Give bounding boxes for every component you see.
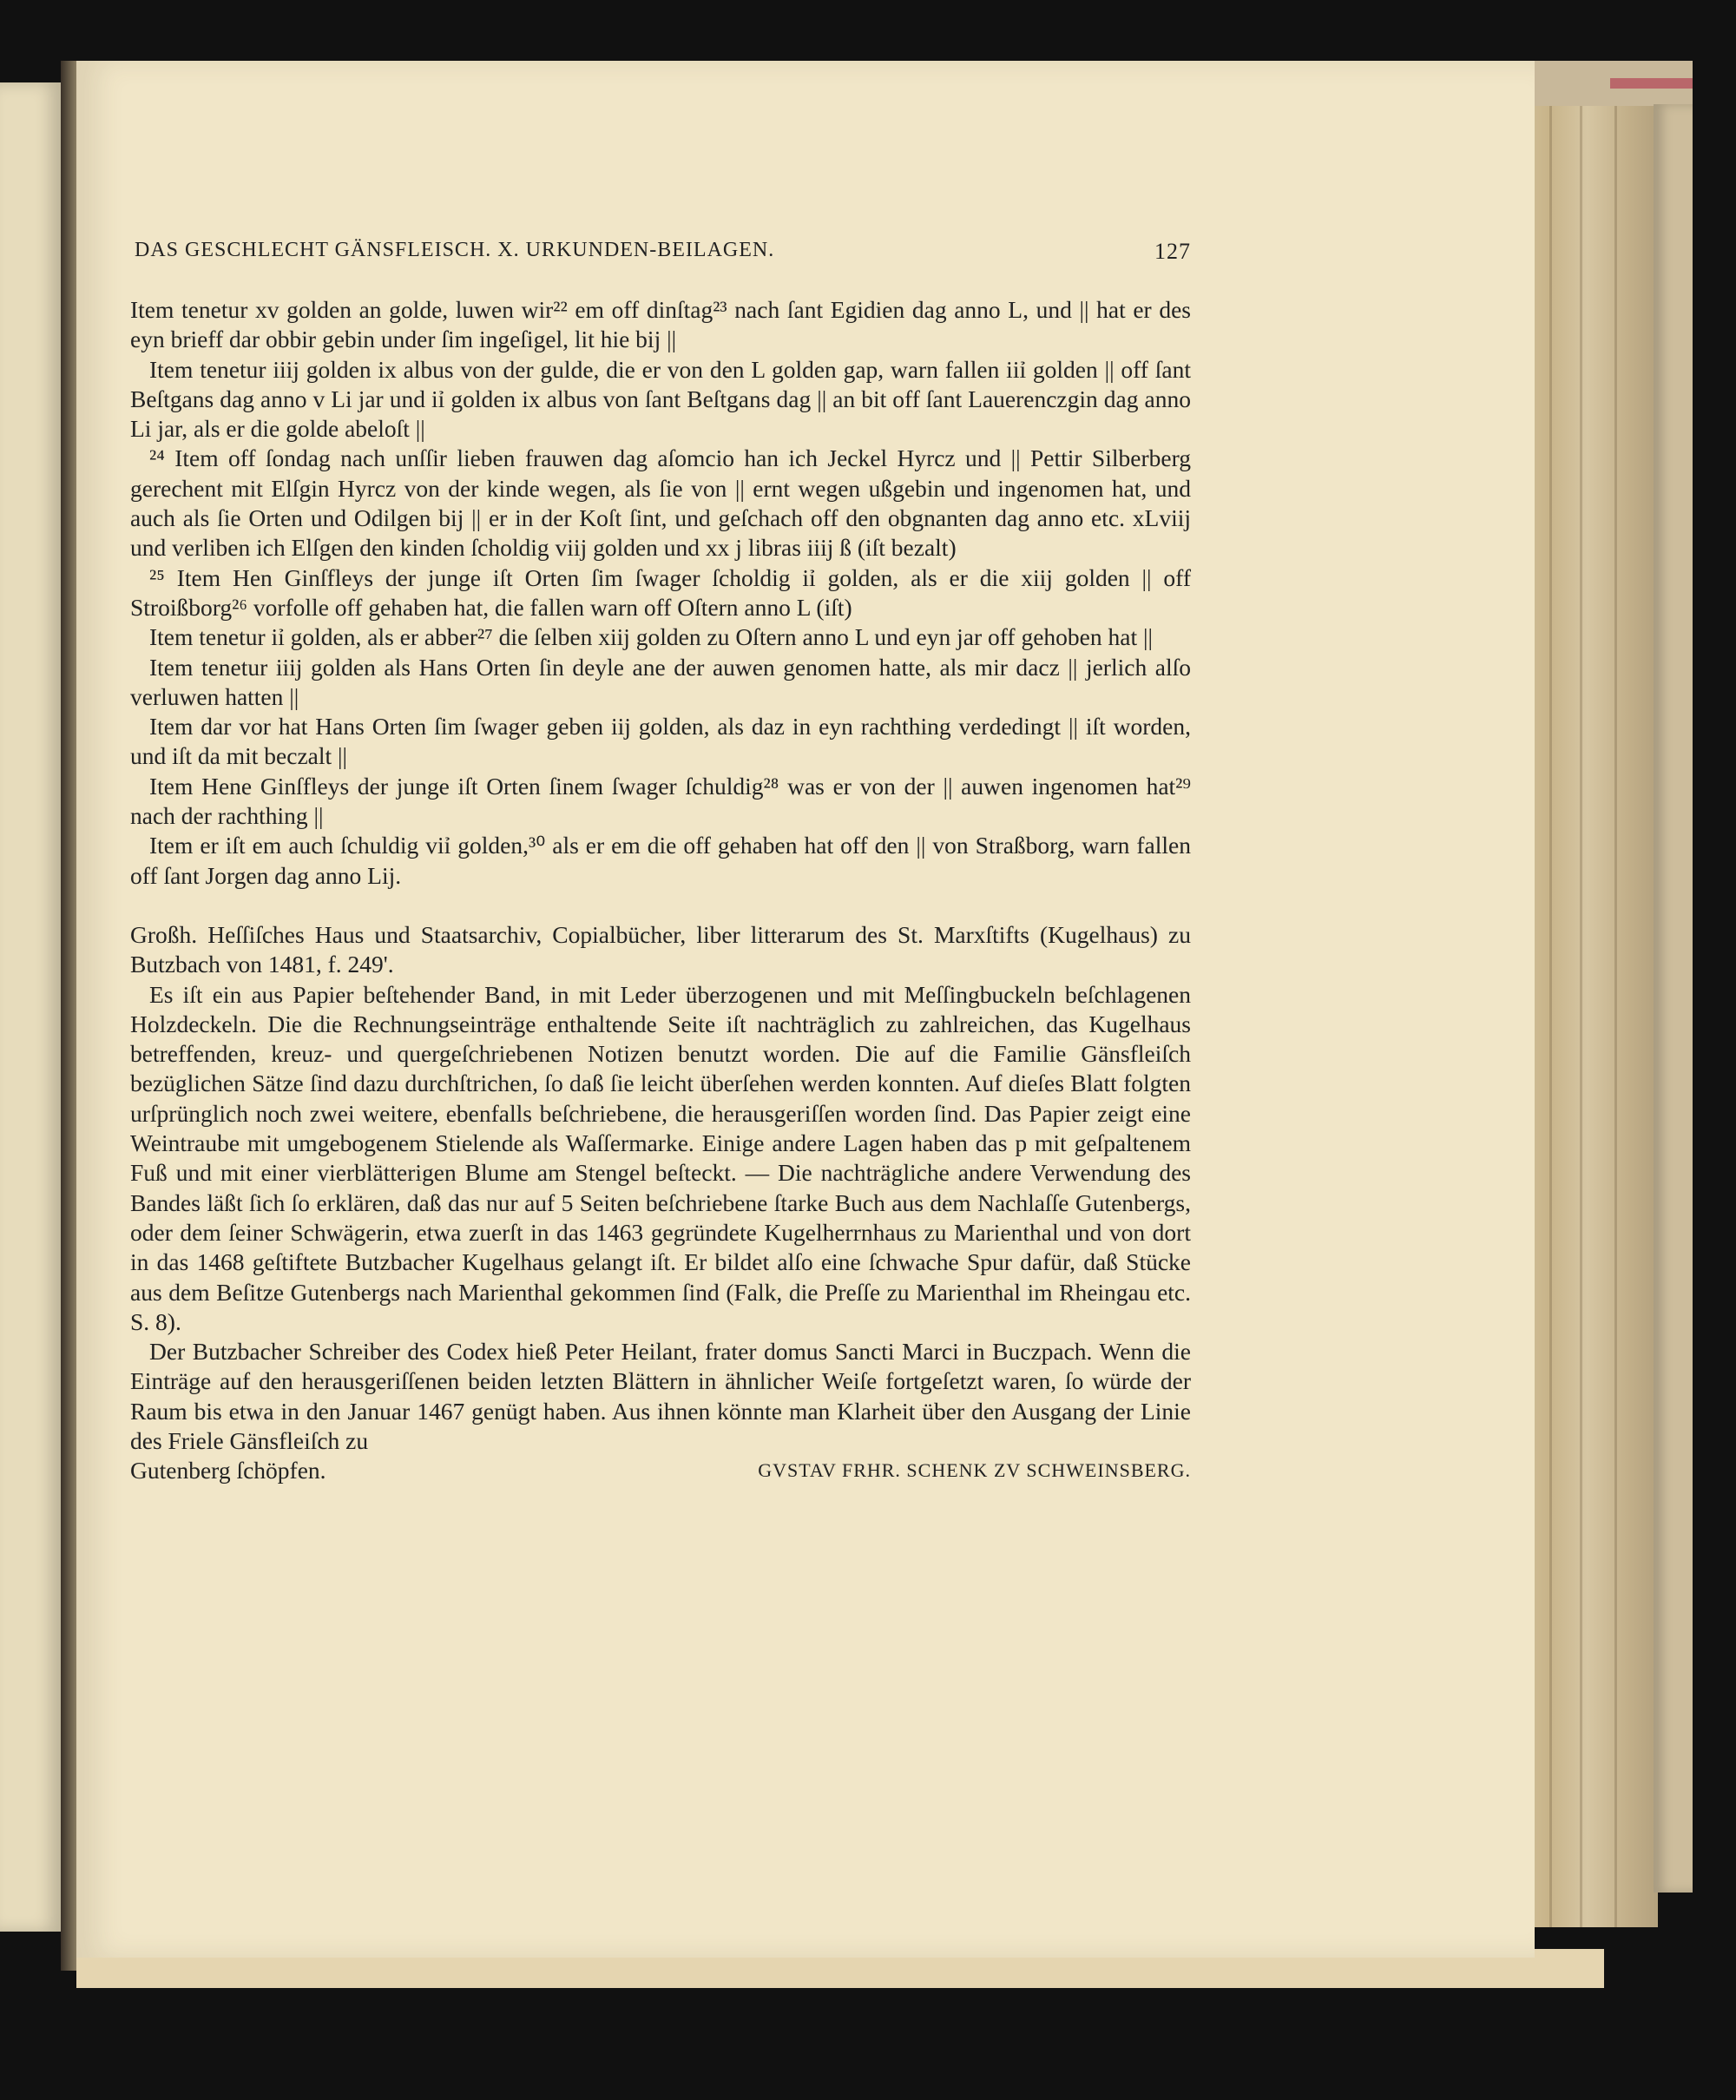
page-number: 127 [1154,239,1191,264]
entry-paragraph: Item tenetur iiij golden ix albus von der gulde, die er von den L golden gap, warn fallen iiỉ golden || off ſant Beſtgans dag anno v Li jar und iỉ golden ix albus von ſant Beſtgans dag || an bit off ſant Lauerenczgin dag anno Li jar, als er die golde abeloſt || [130,355,1191,443]
entry-paragraph: ²⁴ Item off ſondag nach unſſir lieben frauwen dag aſomcio han ich Jeckel Hyrcz und || Pettir Silberberg gerechent mit Elſgin Hyrcz von der kinde wegen, als ſie von || ernt wegen ußgebin und ingenomen hat, und auch als ſie Orten und Odilgen bij || er in der Koſt ſint, und geſchach off den obgnanten dag anno etc. xLviij und verliben ich Elſgen den kinden ſcholdig viij golden und xx j libras iiij ß (iſt bezalt) [130,444,1191,562]
body-text [130,295,1191,1486]
commentary-paragraph: Der Butzbacher Schreiber des Codex hieß Peter Heilant, frater domus Sancti Marci in Buczpach. Wenn die Einträge auf den herausgeriſſenen beiden letzten Blättern in ähnlicher Weiſe fortgeſetzt waren, ſo würde der Raum bis etwa in den Januar 1467 genügt haben. Aus ihnen könnte man Klarheit über den Ausgang der Linie des Friele Gänsfleiſch zu [130,1338,1191,1454]
spine-stripe [1610,78,1693,89]
final-line: Gutenberg ſchöpfen. [130,1457,326,1484]
entry-paragraph: Item tenetur xv golden an golde, luwen wir²² em off dinſtag²³ nach ſant Egidien dag anno L, und || hat er des eyn brieff dar obbir gebin under ſim ingeſigel, lit hie bij || [130,296,1191,353]
commentary-paragraph: Es iſt ein aus Papier beſtehender Band, in mit Leder überzogenen und mit Meſſingbuckeln beſchlagenen Holzdeckeln. Die die Rechnungseinträge enthaltende Seite iſt nachträglich zu zahlreichen, das Kugelhaus betreffenden, kreuz- und quergeſchriebenen Notizen benutzt worden. Die auf die Familie Gänsfleiſch bezüglichen Sätze ſind dazu durchſtrichen, ſo daß ſie leicht überſehen werden konnten. Auf dieſes Blatt folgten urſprünglich noch zwei weitere, ebenfalls beſchriebene, die herausgeriſſen worden ſind. Das Papier zeigt eine Weintraube mit umgebogenem Stielende als Waſſermarke. Einige andere Lagen haben das p mit geſpaltenem Fuß und mit einer vierblätterigen Blume am Stengel beſteckt. — Die nachträgliche andere Verwendung des Bandes läßt ſich ſo erklären, daß das nur auf 5 Seiten beſchriebene ſtarke Buch aus dem Nachlaſſe Gutenbergs, oder dem ſeiner Schwägerin, etwa zuerſt in das 1463 gegründete Kugelherrnhaus zu Marienthal und von dort in das 1468 geſtiftete Butzbacher Kugelhaus gelangt iſt. Er bildet alſo eine ſchwache Spur dafür, daß Stücke aus dem Beſitze Gutenbergs nach Marienthal gekommen ſind (Falk, die Preſſe zu Marienthal im Rheingau etc. S. 8). [130,980,1191,1335]
entry-paragraph: ²⁵ Item Hen Ginſfleys der junge iſt Orten ſim ſwager ſcholdig iỉ golden, als er die xiij golden || off Stroißborg²⁶ vorfolle off gehaben hat, die fallen warn off Oſtern anno L (iſt) [130,563,1191,621]
running-head-title: DAS GESCHLECHT GÄNSFLEISCH. X. URKUNDEN-BEILAGEN. [135,239,775,261]
running-head [130,180,1191,264]
entry-paragraph: Item er iſt em auch ſchuldig viỉ golden,³⁰ als er em die off gehaben hat off den || von Straßborg, warn fallen off ſant Jorgen dag anno Lij. [130,832,1191,889]
entry-paragraph: Item dar vor hat Hans Orten ſim ſwager geben iij golden, als daz in eyn rachthing verdedingt || iſt worden, und iſt da mit beczalt || [130,713,1191,770]
author-signature: GVSTAV FRHR. SCHENK ZV SCHWEINSBERG. [758,1459,1191,1482]
entry-paragraph: Item tenetur iỉ golden, als er abber²⁷ die ſelben xiij golden zu Oſtern anno L und eyn jar off gehoben hat || [149,623,1153,651]
left-page-edge [0,82,65,1932]
book-gutter [61,61,76,1971]
entry-paragraph: Item tenetur iiij golden als Hans Orten ſin deyle ane der auwen genomen hatte, als mir dacz || jerlich alſo verluwen hatten || [130,653,1191,710]
source-note: Großh. Heſſiſches Haus und Staatsarchiv, Copialbücher, liber litterarum des St. Marxſtifts (Kugelhaus) zu Butzbach von 1481, f. 249'. [130,920,1191,978]
entry-paragraph: Item Hene Ginſfleys der junge iſt Orten ſinem ſwager ſchuldig²⁸ was er von der || auwen ingenomen hat²⁹ nach der rachthing || [130,772,1191,830]
book-cover-right [1654,104,1693,1893]
page-content [130,180,1191,1484]
signature-line [130,1456,1191,1485]
